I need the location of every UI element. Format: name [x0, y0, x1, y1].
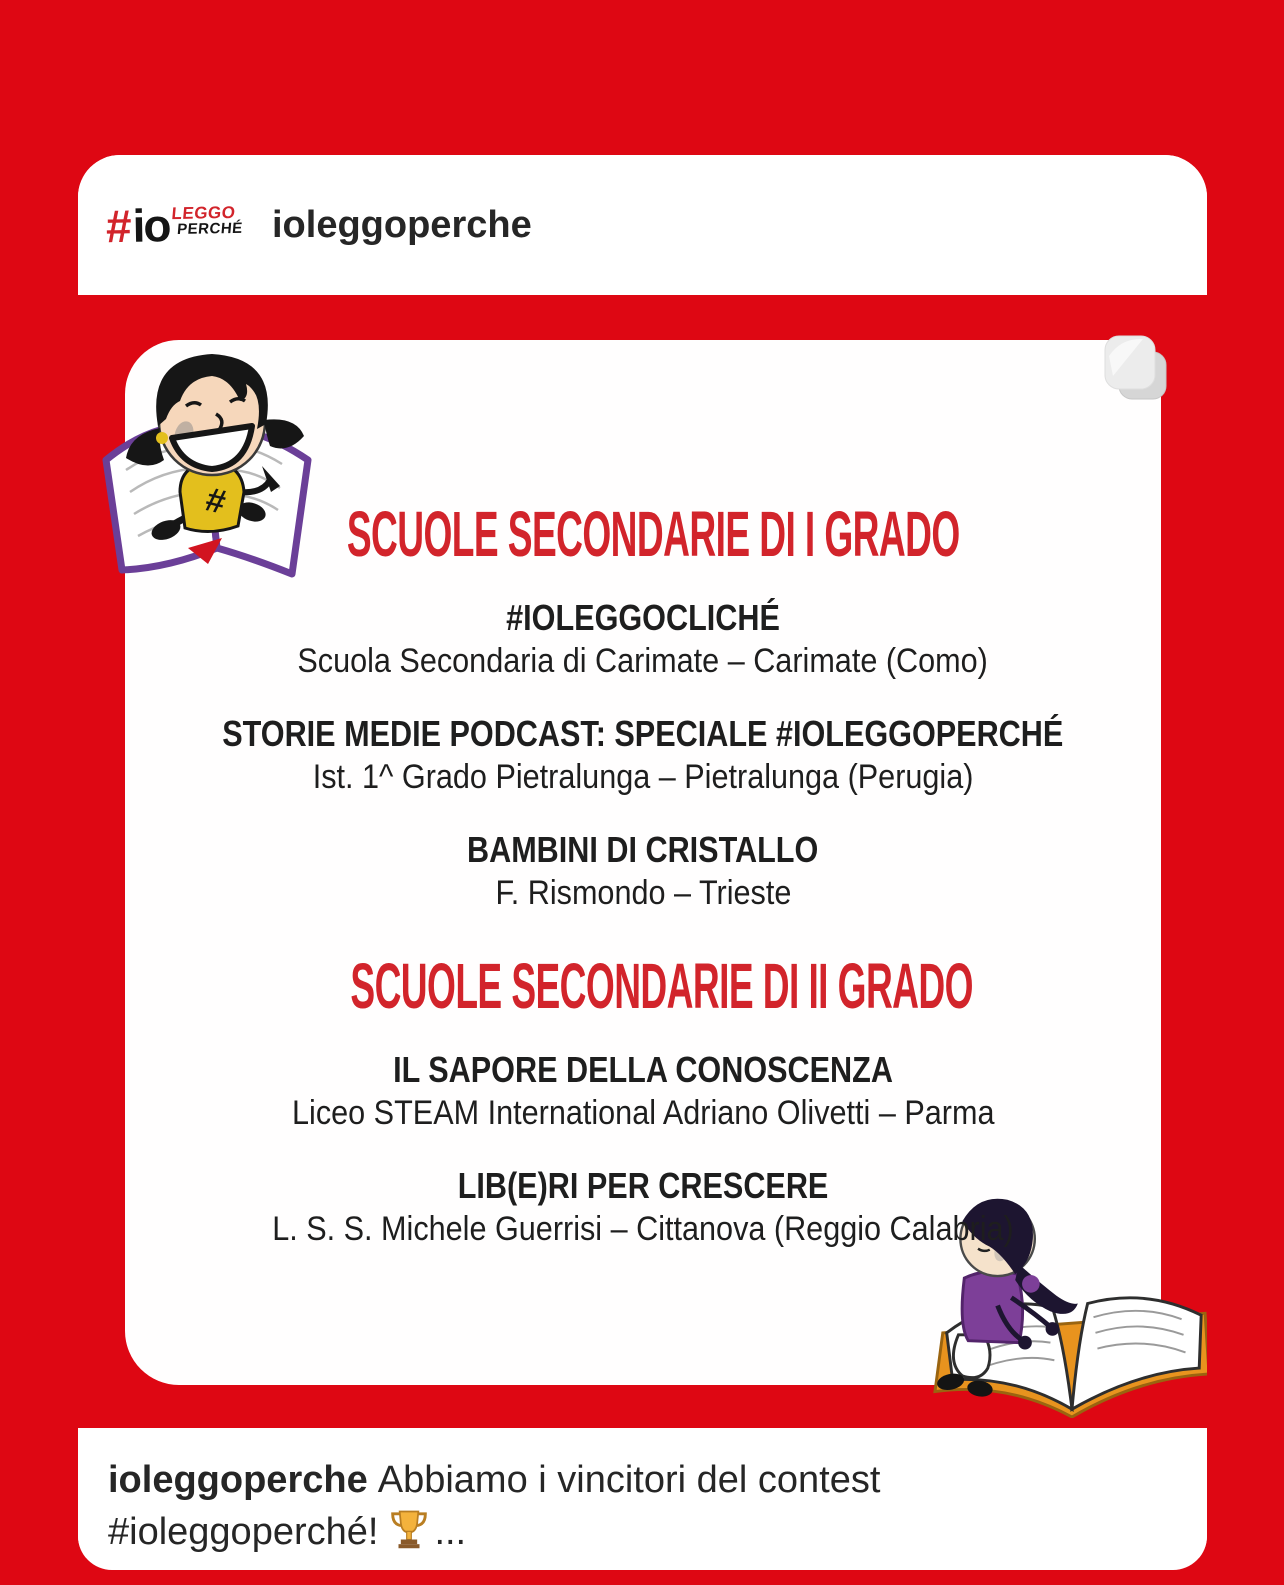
entry-school: Liceo STEAM International Adriano Olivetti – Parma: [291, 1094, 995, 1132]
post-author-username[interactable]: ioleggoperche: [272, 203, 532, 246]
winner-entry: [125, 712, 1161, 798]
logo-io: io: [132, 199, 170, 252]
entry-title: #IOLEGGOCLICHÉ: [506, 597, 780, 638]
caption-more-button[interactable]: ...: [434, 1511, 467, 1553]
caption-body: Abbiamo i vincitori del contest #ioleggoperché!: [108, 1459, 881, 1553]
entry-title: IL SAPORE DELLA CONOSCENZA: [393, 1049, 893, 1090]
logo-hash: #: [105, 199, 133, 253]
entry-school: Ist. 1^ Grado Pietralunga – Pietralunga (Perugia): [312, 758, 974, 796]
section-heading-2: SCUOLE SECONDARIE DI II GRADO: [350, 950, 973, 1022]
entry-title: LIB(E)RI PER CRESCERE: [457, 1165, 829, 1206]
winners-card: [125, 340, 1161, 1385]
entry-school: L. S. S. Michele Guerrisi – Cittanova (Reggio Calabria): [272, 1210, 1014, 1248]
post-header: [78, 155, 1207, 295]
winner-entry: [125, 1048, 1161, 1134]
post-image[interactable]: [78, 295, 1207, 1428]
caption-text: [108, 1454, 1008, 1558]
trophy-icon: [388, 1508, 430, 1550]
girl-on-book-illustration: [99, 342, 321, 582]
profile-avatar-ioleggoperche-logo[interactable]: [106, 198, 245, 252]
logo-wordmark: LEGGO PERCHÉ: [171, 202, 244, 238]
entry-title: STORIE MEDIE PODCAST: SPECIALE #IOLEGGOPERCHÉ: [222, 713, 1064, 754]
entry-title: BAMBINI DI CRISTALLO: [467, 829, 819, 870]
carousel-icon: [1103, 334, 1169, 404]
post-caption: [78, 1428, 1207, 1558]
entry-school: F. Rismondo – Trieste: [495, 874, 791, 912]
entry-school: Scuola Secondaria di Carimate – Carimate (Como): [297, 642, 989, 680]
caption-username[interactable]: ioleggoperche: [108, 1459, 368, 1501]
svg-text:#: #: [201, 480, 230, 522]
instagram-post-card: [78, 155, 1207, 1570]
winner-entry: [125, 596, 1161, 682]
winner-entry: [125, 828, 1161, 914]
section-heading-1: SCUOLE SECONDARIE DI I GRADO: [346, 498, 960, 570]
